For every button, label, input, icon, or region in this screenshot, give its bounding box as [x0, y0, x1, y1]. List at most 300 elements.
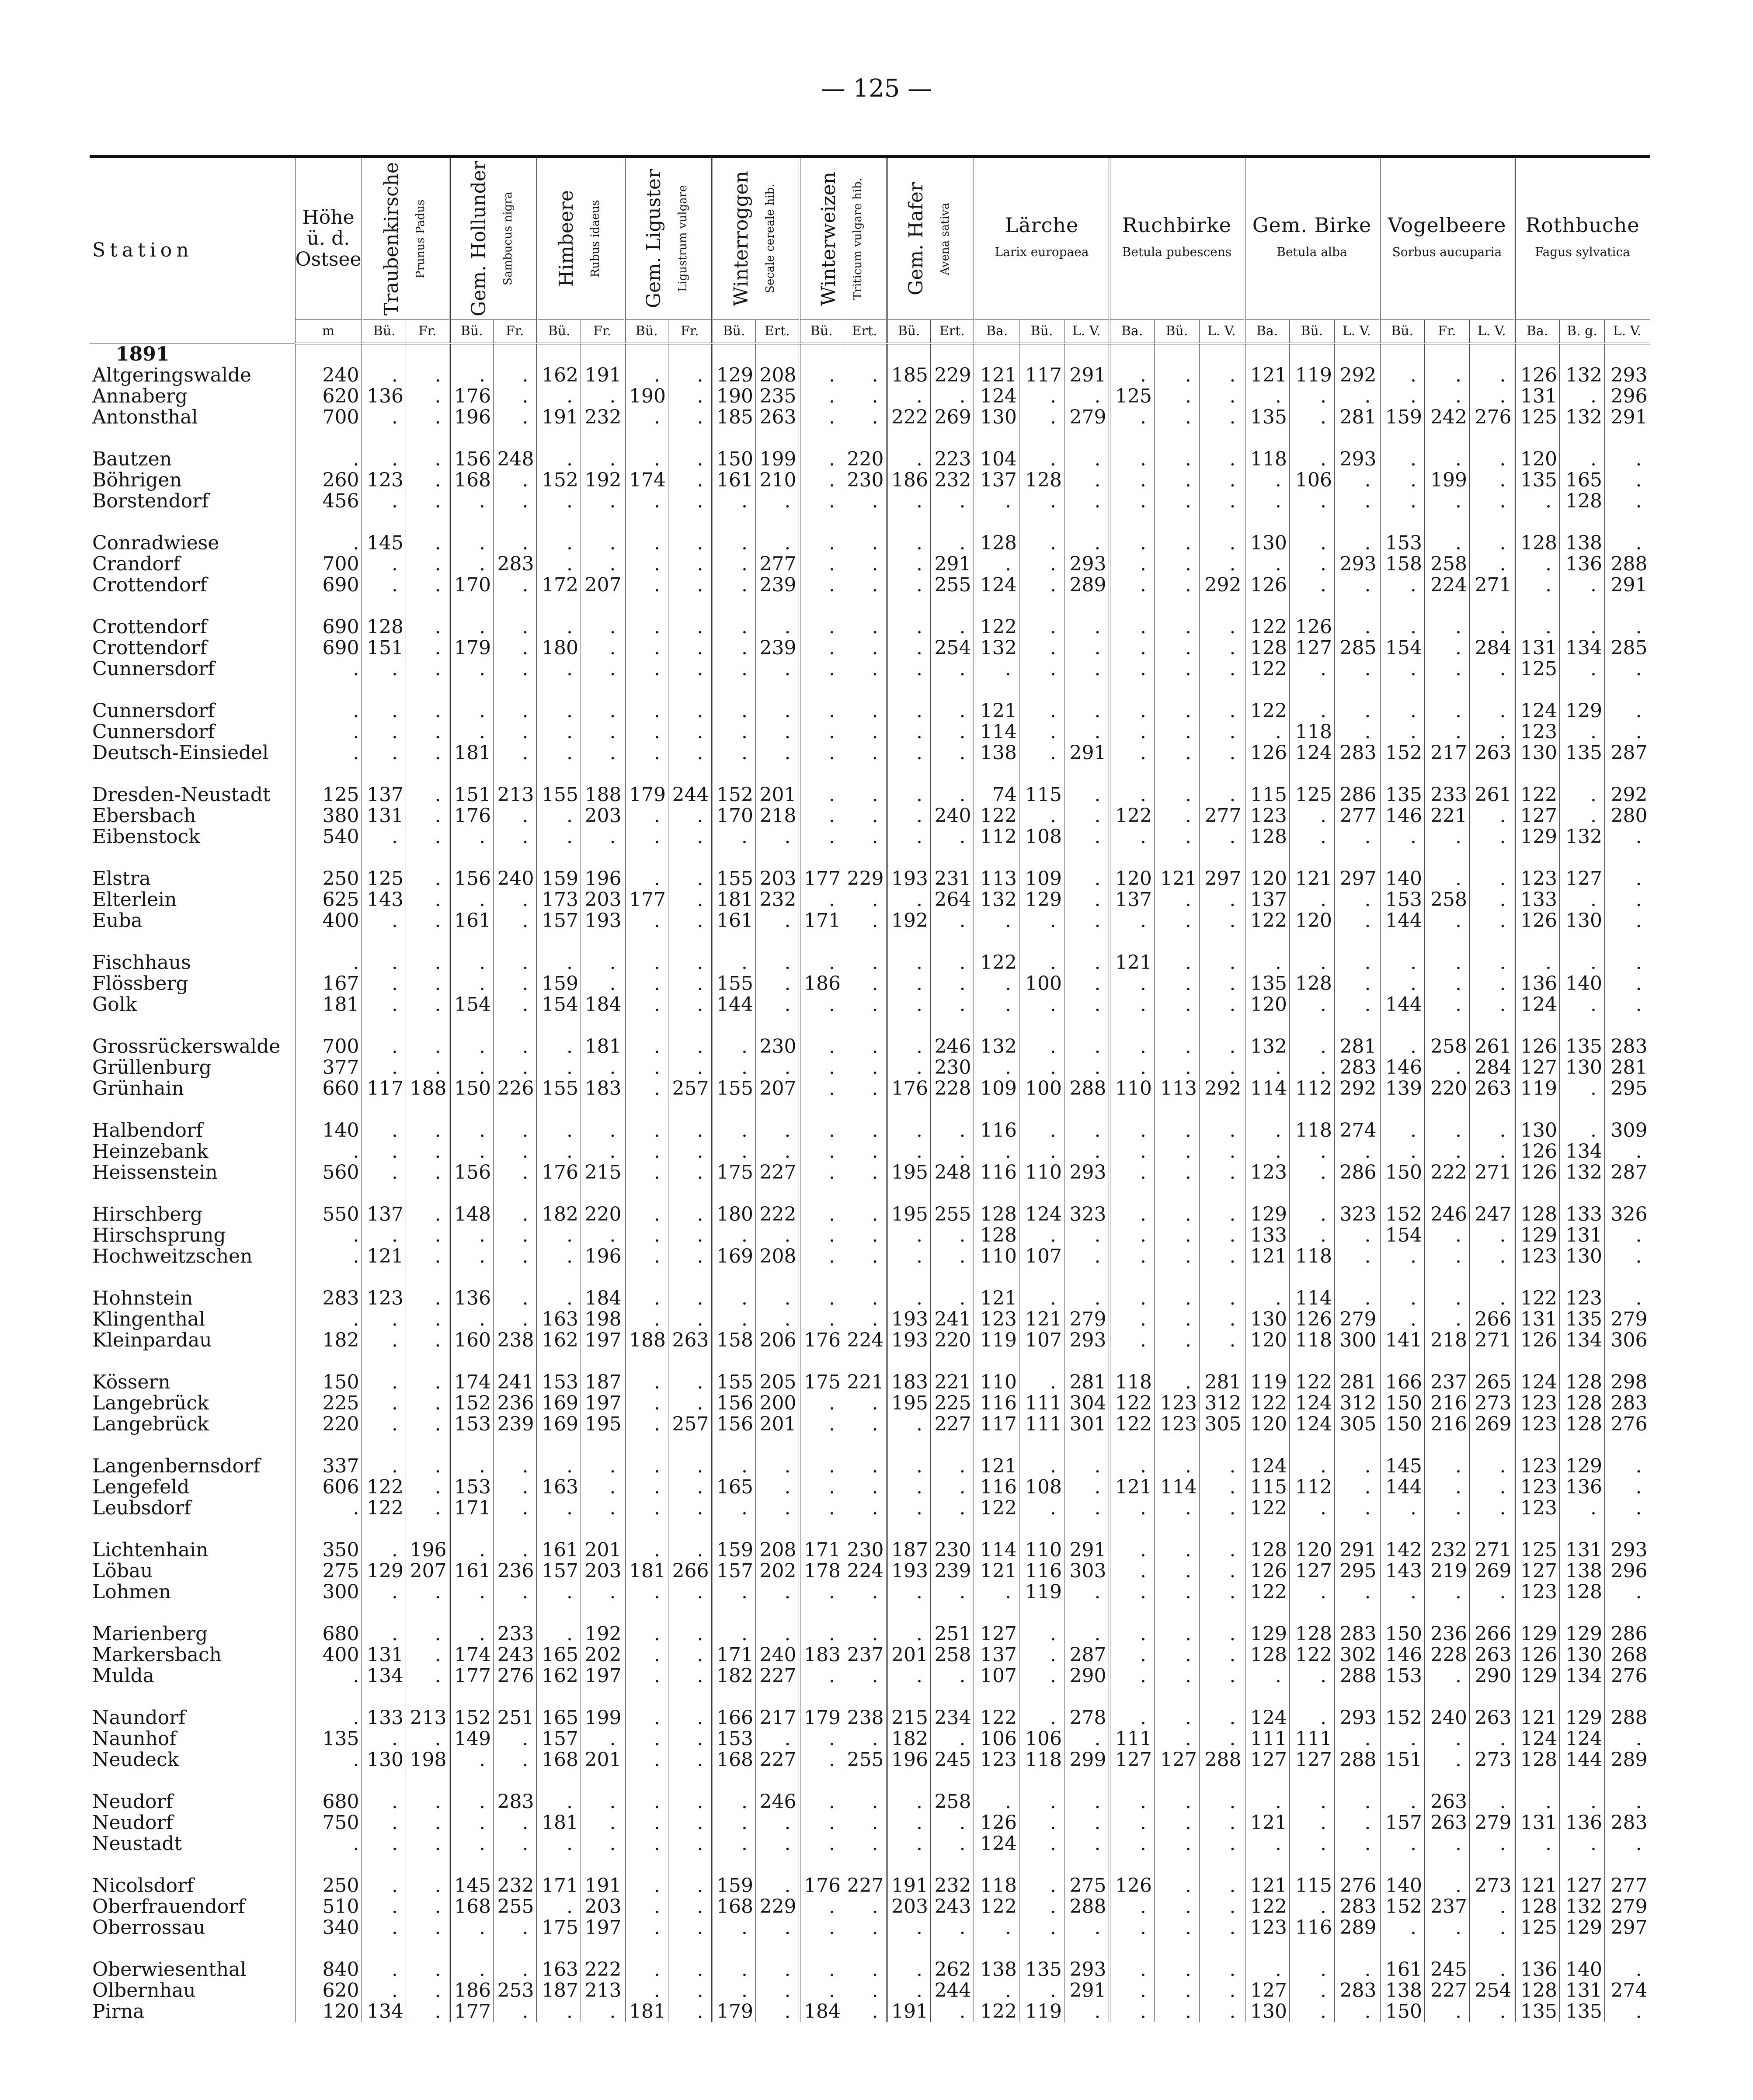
cell [931, 1015, 974, 1036]
cell [843, 1099, 887, 1120]
value-cell: 128 [1290, 1624, 1335, 1645]
cell [537, 680, 581, 701]
cell [362, 1854, 406, 1875]
value-cell: 273 [1470, 1875, 1515, 1896]
cell [1380, 847, 1425, 868]
cell [625, 344, 668, 365]
station-name: Dresden-Neustadt [92, 784, 271, 805]
value-cell: . [625, 1582, 668, 1603]
value-cell: 125 [1515, 407, 1560, 428]
cell [756, 1770, 800, 1791]
value-cell: . [800, 575, 843, 596]
value-cell: 286 [1335, 1162, 1380, 1183]
cell [1064, 764, 1110, 784]
value-cell: . [887, 973, 931, 994]
value-cell: 169 [537, 1414, 581, 1435]
value-cell: . [362, 826, 406, 847]
station-name: Oberrossau [92, 1917, 205, 1938]
value-cell: . [406, 1225, 450, 1246]
value-cell: . [668, 952, 712, 973]
station-altitude: 690 [295, 638, 362, 659]
value-cell: . [1155, 1896, 1200, 1917]
species-latin: Betula pubescens [1122, 245, 1232, 259]
cell [1290, 1938, 1335, 1959]
station-altitude: 240 [295, 365, 362, 386]
value-cell: . [362, 1393, 406, 1414]
value-cell: . [1290, 1225, 1335, 1246]
value-cell: 230 [843, 470, 887, 491]
value-cell: . [494, 1477, 537, 1498]
value-cell: 132 [1560, 1896, 1605, 1917]
value-cell: 168 [712, 1749, 756, 1770]
value-cell: . [581, 826, 625, 847]
value-cell: . [362, 1540, 406, 1561]
value-cell: . [406, 952, 450, 973]
cell [1290, 1770, 1335, 1791]
value-cell: . [1064, 994, 1110, 1015]
station-altitude: 400 [295, 1645, 362, 1666]
cell [1200, 1267, 1245, 1288]
value-cell: . [1110, 617, 1155, 638]
station-name: Grüllenburg [92, 1057, 212, 1078]
value-cell: . [931, 1729, 974, 1749]
value-cell: 184 [581, 994, 625, 1015]
value-cell: . [1380, 1309, 1425, 1330]
value-cell: 171 [450, 1498, 494, 1519]
value-cell: . [843, 805, 887, 826]
value-cell: . [712, 1917, 756, 1938]
value-cell: . [931, 1288, 974, 1309]
cell [450, 931, 494, 952]
cell [406, 931, 450, 952]
value-cell: . [1155, 1729, 1200, 1749]
cell [1335, 931, 1380, 952]
value-cell: . [800, 1309, 843, 1330]
value-cell: . [1425, 617, 1470, 638]
value-cell: . [537, 659, 581, 680]
value-cell: 150 [450, 1078, 494, 1099]
cell [668, 764, 712, 784]
cell [1560, 931, 1605, 952]
value-cell: 123 [1155, 1393, 1200, 1414]
value-cell: . [581, 659, 625, 680]
value-cell: 197 [581, 1666, 625, 1687]
value-cell: . [1155, 889, 1200, 910]
cell [1019, 1938, 1064, 1959]
value-cell: 286 [1335, 784, 1380, 805]
value-cell: . [1290, 1791, 1335, 1812]
value-cell: . [1110, 1561, 1155, 1582]
value-cell: . [974, 910, 1019, 931]
value-cell: 128 [974, 1225, 1019, 1246]
value-cell: 123 [1515, 722, 1560, 743]
value-cell: 239 [756, 638, 800, 659]
value-cell: . [494, 1540, 537, 1561]
cell [1200, 1938, 1245, 1959]
cell [1335, 344, 1380, 365]
table-row [90, 1980, 1650, 2001]
cell [625, 596, 668, 617]
table-row [90, 1498, 1650, 1519]
value-cell: . [406, 470, 450, 491]
value-cell: . [887, 1120, 931, 1141]
value-cell: 203 [581, 1896, 625, 1917]
value-cell: . [668, 1729, 712, 1749]
value-cell: . [625, 1456, 668, 1477]
cell [625, 1267, 668, 1288]
value-cell: . [1335, 1225, 1380, 1246]
value-cell: . [1470, 386, 1515, 407]
value-cell: . [668, 1833, 712, 1854]
value-cell: 221 [1425, 805, 1470, 826]
station-name: Elstra [92, 868, 151, 889]
value-cell: . [1335, 1812, 1380, 1833]
cell [494, 1770, 537, 1791]
value-cell: . [1155, 1791, 1200, 1812]
value-cell: . [1064, 1036, 1110, 1057]
value-cell: 122 [1245, 1896, 1290, 1917]
spacer-row [90, 1687, 1650, 1708]
station-altitude: 350 [295, 1540, 362, 1561]
cell [450, 680, 494, 701]
value-cell: 274 [1605, 1980, 1650, 2001]
value-cell: . [494, 952, 537, 973]
cell [90, 596, 295, 617]
cell [625, 847, 668, 868]
cell [1515, 1854, 1560, 1875]
cell [1064, 1519, 1110, 1540]
cell [295, 1435, 362, 1456]
cell [800, 1015, 843, 1036]
value-cell: . [362, 1833, 406, 1854]
value-cell: 117 [1019, 365, 1064, 386]
value-cell: 127 [1290, 1749, 1335, 1770]
value-cell: . [450, 889, 494, 910]
value-cell: . [800, 491, 843, 512]
value-cell: 255 [843, 1749, 887, 1770]
value-cell: . [1470, 701, 1515, 722]
value-cell: . [625, 1036, 668, 1057]
value-cell: 283 [1605, 1812, 1650, 1833]
value-cell: . [1470, 470, 1515, 491]
table-row [90, 1204, 1650, 1225]
cell [90, 428, 295, 449]
spacer-row [90, 1099, 1650, 1120]
cell [1290, 512, 1335, 533]
value-cell: . [406, 1120, 450, 1141]
value-cell: 155 [712, 1372, 756, 1393]
value-cell: 287 [1605, 1162, 1650, 1183]
value-cell: 288 [1605, 554, 1650, 575]
value-cell: . [1245, 952, 1290, 973]
cell [1064, 596, 1110, 617]
value-cell: 155 [537, 1078, 581, 1099]
spacer-row [90, 1603, 1650, 1624]
cell [1019, 428, 1064, 449]
value-cell: . [1019, 1120, 1064, 1141]
value-cell: 122 [974, 805, 1019, 826]
value-cell: . [1064, 386, 1110, 407]
station-name: Langebrück [92, 1392, 209, 1414]
table-row [90, 1875, 1650, 1896]
cell [1515, 1687, 1560, 1708]
phase-header: Bü. [1290, 320, 1335, 344]
cell [1290, 680, 1335, 701]
value-cell: 116 [974, 1120, 1019, 1141]
cell [1064, 847, 1110, 868]
value-cell: . [800, 1729, 843, 1749]
cell [406, 1770, 450, 1791]
value-cell: . [625, 449, 668, 470]
station-altitude: 275 [295, 1561, 362, 1582]
value-cell: . [756, 1875, 800, 1896]
value-cell: 279 [1605, 1309, 1650, 1330]
value-cell: . [1605, 1729, 1650, 1749]
value-cell: 118 [974, 1875, 1019, 1896]
value-cell: 130 [1245, 2001, 1290, 2022]
cell [581, 512, 625, 533]
value-cell: 131 [1560, 1980, 1605, 2001]
value-cell: 266 [1470, 1624, 1515, 1645]
value-cell: 179 [450, 638, 494, 659]
value-cell: 110 [1110, 1078, 1155, 1099]
value-cell: 197 [581, 1330, 625, 1351]
value-cell: . [1425, 386, 1470, 407]
value-cell: . [537, 1456, 581, 1477]
value-cell: . [1380, 1729, 1425, 1749]
cell [90, 1603, 295, 1624]
cell [1425, 1351, 1470, 1372]
value-cell: 123 [362, 470, 406, 491]
species-name: Gem. Birke [1252, 213, 1372, 237]
value-cell: 263 [1470, 743, 1515, 764]
value-cell: . [1110, 1288, 1155, 1309]
value-cell: . [625, 1141, 668, 1162]
cell [90, 1938, 295, 1959]
value-cell: . [843, 617, 887, 638]
value-cell: 118 [1019, 1749, 1064, 1770]
value-cell: . [625, 407, 668, 428]
cell [1245, 512, 1290, 533]
value-cell: . [406, 1791, 450, 1812]
value-cell: . [1515, 575, 1560, 596]
value-cell: . [1290, 1498, 1335, 1519]
value-cell: 276 [1470, 407, 1515, 428]
cell [800, 344, 843, 365]
value-cell: . [1155, 1288, 1200, 1309]
value-cell: . [406, 1959, 450, 1980]
value-cell: . [974, 1057, 1019, 1078]
cell [800, 1267, 843, 1288]
cell [887, 1687, 931, 1708]
value-cell: . [1425, 1141, 1470, 1162]
value-cell: . [887, 1288, 931, 1309]
cell [1019, 931, 1064, 952]
station-name: Golk [92, 994, 137, 1015]
cell [362, 1435, 406, 1456]
value-cell: . [931, 491, 974, 512]
value-cell: . [1019, 638, 1064, 659]
station-name: Euba [92, 910, 143, 931]
cell [295, 428, 362, 449]
cell [1560, 428, 1605, 449]
value-cell: . [406, 826, 450, 847]
value-cell: 170 [450, 575, 494, 596]
value-cell: 161 [537, 1540, 581, 1561]
cell [1019, 1099, 1064, 1120]
value-cell: . [494, 1036, 537, 1057]
value-cell: . [1019, 722, 1064, 743]
cell [450, 764, 494, 784]
cell [1019, 344, 1064, 365]
cell [1425, 931, 1470, 952]
cell [1605, 847, 1650, 868]
value-cell: . [800, 826, 843, 847]
value-cell: . [1425, 1666, 1470, 1687]
value-cell: 183 [581, 1078, 625, 1099]
value-cell: . [450, 826, 494, 847]
value-cell: . [887, 449, 931, 470]
cell [931, 1603, 974, 1624]
value-cell: 153 [1380, 533, 1425, 554]
station-altitude: 150 [295, 1372, 362, 1393]
value-cell: 126 [1515, 910, 1560, 931]
value-cell: 234 [931, 1708, 974, 1729]
value-cell: . [1290, 1896, 1335, 1917]
value-cell: . [800, 1582, 843, 1603]
station-name: Bautzen [92, 448, 172, 470]
value-cell: 126 [1515, 365, 1560, 386]
value-cell: 227 [756, 1749, 800, 1770]
value-cell: 199 [756, 449, 800, 470]
value-cell: . [362, 952, 406, 973]
value-cell: . [1155, 1666, 1200, 1687]
value-cell: 283 [1335, 1980, 1380, 2001]
cell [843, 344, 887, 365]
value-cell: 293 [1605, 365, 1650, 386]
value-cell: . [668, 1896, 712, 1917]
value-cell: . [494, 1141, 537, 1162]
value-cell: . [1425, 910, 1470, 931]
cell [1155, 344, 1200, 365]
value-cell: 292 [1335, 365, 1380, 386]
value-cell: . [1380, 491, 1425, 512]
species-name: Rothbuche [1525, 213, 1640, 237]
cell [1380, 1603, 1425, 1624]
value-cell: . [1560, 805, 1605, 826]
cell [494, 512, 537, 533]
value-cell: . [1335, 1959, 1380, 1980]
value-cell: . [1335, 575, 1380, 596]
cell [1290, 1267, 1335, 1288]
phase-header: L. V. [1200, 320, 1245, 344]
value-cell: . [1200, 1791, 1245, 1812]
value-cell: 126 [1110, 1875, 1155, 1896]
value-cell: . [1155, 1225, 1200, 1246]
value-cell: . [668, 722, 712, 743]
value-cell: 176 [800, 1330, 843, 1351]
value-cell: 288 [1605, 1708, 1650, 1729]
value-cell: 246 [756, 1791, 800, 1812]
value-cell: . [800, 952, 843, 973]
value-cell: . [756, 1456, 800, 1477]
value-cell: 217 [1425, 743, 1470, 764]
value-cell: 312 [1335, 1393, 1380, 1414]
value-cell: 239 [494, 1414, 537, 1435]
value-cell: 126 [1515, 1141, 1560, 1162]
value-cell: 196 [887, 1749, 931, 1770]
value-cell: 178 [800, 1561, 843, 1582]
value-cell: . [800, 1833, 843, 1854]
value-cell: . [1200, 617, 1245, 638]
value-cell: 293 [1064, 1959, 1110, 1980]
value-cell: . [1605, 868, 1650, 889]
value-cell: . [537, 1791, 581, 1812]
value-cell: . [800, 638, 843, 659]
value-cell: 181 [450, 743, 494, 764]
spacer-row [90, 1015, 1650, 1036]
station-altitude: 182 [295, 1330, 362, 1351]
value-cell: . [1155, 1120, 1200, 1141]
value-cell: . [1019, 1875, 1064, 1896]
value-cell: . [450, 1540, 494, 1561]
value-cell: . [1155, 1309, 1200, 1330]
value-cell: . [625, 659, 668, 680]
value-cell: . [406, 1498, 450, 1519]
cell [800, 1603, 843, 1624]
value-cell: 203 [581, 805, 625, 826]
value-cell: 124 [1290, 1414, 1335, 1435]
value-cell: 197 [581, 1917, 625, 1938]
value-cell: . [1425, 1477, 1470, 1498]
value-cell: 293 [1064, 554, 1110, 575]
value-cell: 125 [1290, 784, 1335, 805]
value-cell: . [668, 1393, 712, 1414]
value-cell: . [756, 659, 800, 680]
value-cell: . [843, 784, 887, 805]
value-cell: . [843, 973, 887, 994]
cell [1019, 847, 1064, 868]
value-cell: . [800, 1980, 843, 2001]
value-cell: 129 [1019, 889, 1064, 910]
value-cell: . [1019, 1456, 1064, 1477]
cell [537, 1519, 581, 1540]
value-cell: 121 [362, 1246, 406, 1267]
cell [668, 1267, 712, 1288]
value-cell: . [1110, 910, 1155, 931]
value-cell: 118 [1290, 1246, 1335, 1267]
value-cell: . [494, 1120, 537, 1141]
value-cell: 124 [1515, 1729, 1560, 1749]
value-cell: . [1290, 491, 1335, 512]
value-cell: . [406, 659, 450, 680]
cell [362, 344, 406, 365]
value-cell: . [1064, 910, 1110, 931]
value-cell: . [362, 407, 406, 428]
value-cell: . [1110, 491, 1155, 512]
species-name: Himbeere [555, 190, 577, 287]
value-cell: 229 [756, 1896, 800, 1917]
cell [406, 428, 450, 449]
cell [406, 344, 450, 365]
value-cell: 137 [362, 784, 406, 805]
value-cell: 121 [1245, 1875, 1290, 1896]
value-cell: . [625, 365, 668, 386]
cell [1515, 847, 1560, 868]
value-cell: . [1470, 491, 1515, 512]
value-cell: . [800, 1057, 843, 1078]
value-cell: 156 [450, 868, 494, 889]
